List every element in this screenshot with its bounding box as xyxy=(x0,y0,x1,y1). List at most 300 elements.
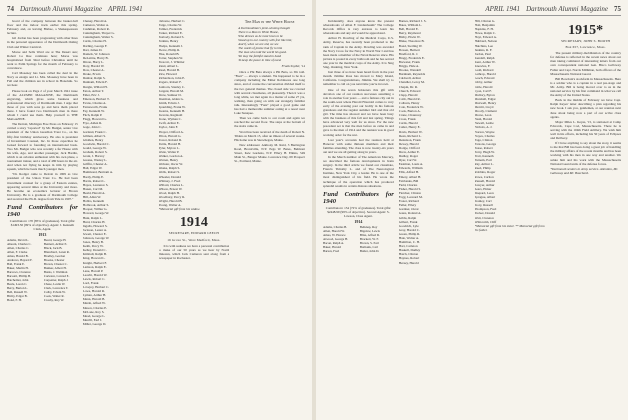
list-line: Colburn, Henry xyxy=(398,100,420,105)
left-page xyxy=(0,0,312,420)
list-line: Weeks, Ralph S. xyxy=(158,166,181,171)
list-line: Chapin, Dr. R. xyxy=(398,84,418,89)
right-col2-names xyxy=(399,19,470,265)
list-line: Young, Walter A. xyxy=(158,203,182,208)
right-col-3 xyxy=(475,19,546,419)
paragraph: Incidentally, does anyone know the present whereabouts of Allan F. Lindenbaum? The College Records Office is very anxious to learn his whereabouts and any aid would be appreciated. xyxy=(323,19,394,36)
list-line: Kendall, Ralph xyxy=(474,55,495,60)
list-line: Gates, Roland A. xyxy=(398,211,422,216)
list-line: Hersey, Harold xyxy=(398,260,419,265)
list-line: Fay, Kenneth W. xyxy=(82,109,105,114)
list-line: Hayes, Laurence S. xyxy=(82,182,109,187)
list-line: Hazen, Carl M. xyxy=(82,186,104,191)
list-line: Bond, Sterling W. xyxy=(398,43,423,48)
list-line: Phelps, Kenneth J. xyxy=(158,43,184,48)
list-line: Gage, John C. xyxy=(82,125,102,130)
list-line: Dunham, Edwin F. xyxy=(82,80,108,85)
list-line: Hutchins, Lee xyxy=(474,43,493,48)
list-line: Beard, George H. xyxy=(43,238,67,243)
paragraph: The present military-mobilization of the country for defense is reflected in the recent news about our men taking command of interesting letters from our own correspondent national Gen. Bisco Galloway Fuller and Capt. Norris Milliman, both officers of the Massachusetts National Guard. xyxy=(550,51,621,76)
list-line: Dart, James D. xyxy=(82,47,103,52)
list-line: Wood, Ralph H. xyxy=(158,190,180,195)
list-line: Wilson, Ernest W. xyxy=(158,186,183,191)
paragraph: Once a Phi Beta always a Phi Beta, so I'm told. "Fuzz" — always a student. We happened to be in a company including the Elmer Robinsons one long since, and of course the conversation divided itself to the two general themes. The closed side we covered with several classmates, all pleasantly. Then it was a long while, we met again in a matter of some 27 yrs, walking, then going on with our strangely familiar talk. Interestingly "Fuzz" played a good game and has had a memorable summer outing at a resort near Lake Sunapee. xyxy=(234,70,305,116)
list-line: Taylor, John F. xyxy=(158,125,179,130)
list-line: Grant, J. Harvey xyxy=(82,154,105,159)
list-line: Wright, Harold B. xyxy=(158,199,183,204)
list-line: Bacon, Ralph A. xyxy=(323,241,345,246)
right-class-secretary: SECRETARY, JOHN S. BOOTH xyxy=(561,39,611,43)
list-line: Pike, Ronald B. xyxy=(158,51,180,56)
list-line: Hatch, Clinton xyxy=(398,252,419,257)
list-line: Barrows, Clarence xyxy=(7,270,31,275)
paragraph: Back in the middle of February we have Capt. Ralph Keyes' letter describing a plan regarding his new book. I ask you, gentlemen, at our reunion next June about being now a part of our active class agents. xyxy=(550,98,621,119)
list-line: Potter, Stephen W. xyxy=(158,55,183,60)
list-line: Whitney, J. Fred xyxy=(158,178,181,183)
left-col-4 xyxy=(234,19,305,419)
list-line: Leavitt, Harold W. xyxy=(82,272,108,277)
list-line: Norton, Wayne xyxy=(474,129,495,134)
list-line: Hall, Edgar W. xyxy=(82,166,103,171)
list-line: Bixby, Elwin W. xyxy=(398,35,421,40)
list-line: McLane, Roy S. xyxy=(82,309,105,314)
list-line: Bell, Russell W. xyxy=(7,290,28,295)
list-line: There is a Man in White House, xyxy=(238,30,279,35)
list-line: Knight, Herbert F. xyxy=(82,260,107,265)
list-line: Hurd, Charles H. xyxy=(82,219,106,224)
list-line: Ball, Frank E. xyxy=(7,262,25,267)
list-line: Warren, Henry xyxy=(158,158,179,163)
list-line: Nash, Harold xyxy=(474,117,493,122)
list-line: Graham, Robert S. xyxy=(82,150,108,154)
list-line: Mallory, Byron xyxy=(474,92,495,97)
list-line: Webster, Oscar W. xyxy=(158,162,183,167)
list-line: Brewster, Frank xyxy=(398,59,420,64)
list-line: Wheeler, Donald xyxy=(158,174,181,179)
left-page-number: 74 xyxy=(7,5,14,13)
right-columns xyxy=(323,19,621,419)
list-line: Lord, Frank xyxy=(82,281,99,285)
list-line: Burns, J. Waltman xyxy=(43,270,68,275)
list-line: Flagg, Howard G. xyxy=(82,117,107,122)
paragraph: Bill Bowdoin's stockfarm in Massachusetts. Here is a soldier who is a captain in a real pre-stage and Mr. Army. Bill is being moved over to us in the national service by his first command in what we call the Army of the United States. xyxy=(550,76,621,98)
list-line: Jackson, Lester A. xyxy=(82,227,107,232)
list-line: Mead, George L. xyxy=(82,313,106,318)
list-line: Bigelow, Lewis xyxy=(359,229,380,234)
list-line: Tucker, Donald xyxy=(474,211,495,216)
list-line: Brackett, W. F. xyxy=(359,237,379,242)
class-year-heading: 1914 xyxy=(179,215,208,231)
list-line: Gould, George W. xyxy=(82,145,107,150)
list-line: Chase, Leslie W. xyxy=(43,282,66,287)
list-line: Beale, Loren C. xyxy=(7,282,28,287)
list-line: Little, Harold xyxy=(474,84,493,89)
list-line: Newell, Leslie xyxy=(474,121,494,126)
list-line: Dean, Richard L. xyxy=(398,133,422,138)
list-line: Bates, William L. xyxy=(398,23,422,28)
list-line: Howard, George W. xyxy=(82,211,110,216)
left-col-2 xyxy=(83,19,154,419)
list-line: Page, Clinton xyxy=(474,137,493,142)
list-line: Green, Philip R. xyxy=(398,231,421,236)
list-line: Cameron, Walter A. xyxy=(82,23,109,28)
list-line: Clark, Lawrence T. xyxy=(43,286,69,291)
paragraph: It is with sadness we have a personal contribution to make of our 50 years as we hear by North Dakotan, which Jack Cameron sent along from a newspaper in Rochester. xyxy=(158,243,230,260)
left-col3-paras xyxy=(159,244,230,260)
list-line: Sherman, Alden G. xyxy=(158,96,184,101)
poem-body xyxy=(238,26,305,62)
list-line: Dennison, Frank xyxy=(398,137,421,142)
list-line: Goodwin, Harold C. xyxy=(82,141,110,146)
list-line: Brooks, Chester xyxy=(43,258,65,263)
list-line: Jones, Henry B. xyxy=(82,240,104,245)
list-line: Johnson, George W. xyxy=(82,235,110,240)
list-line: Paige, Charles W. xyxy=(158,23,182,28)
list-line: Cook, Burton A. xyxy=(398,109,421,114)
list-line: Bowen, Herbert xyxy=(398,47,420,52)
paragraph: Word has been received of the death of Robert N. Tilden on March 15, after an illness of several weeks. His home was in Skowhegan, Maine. xyxy=(234,129,305,142)
list-line: Russell, Harold xyxy=(474,178,496,183)
list-line: Marshall, Edgar xyxy=(474,96,496,101)
list-line: To keep the peace in time of need. xyxy=(238,58,282,63)
list-line: Elder, Eric J. xyxy=(82,92,100,97)
list-line: Emery, Albert H. xyxy=(398,174,422,179)
list-line: Adams, David L. xyxy=(7,238,29,243)
list-line: DeLaittre, Harry B. xyxy=(82,55,109,60)
left-col1-paras xyxy=(7,19,78,201)
list-line: Caldwell, Arthur xyxy=(398,76,421,81)
list-line: Goodrich, Lyle xyxy=(398,223,419,228)
right-col-2 xyxy=(399,19,470,419)
list-line: Cobb, Harold R. xyxy=(398,96,421,101)
list-line: Butler, John D. xyxy=(359,249,380,254)
list-line: Dudley, Roger xyxy=(398,154,418,159)
list-line: Gibbs, Ralph xyxy=(398,215,417,220)
list-line: Cutler, Henry E. xyxy=(398,125,421,130)
list-line: Ames, W. Horace xyxy=(323,233,346,238)
list-line: Palmer, Frederick xyxy=(158,27,182,32)
list-line: Glidden, Henry xyxy=(82,137,104,142)
list-line: Blanchard, Laren R. xyxy=(43,250,70,255)
left-col4-paras xyxy=(234,70,305,163)
list-line: Peabody, Roland S. xyxy=(158,35,185,40)
list-line: Reed, Philip xyxy=(474,166,491,171)
list-line: Rogers, Robert F. xyxy=(158,80,182,85)
paragraph: Last year's accounts had the reunion held at Hanover with some thirteen members and their families attending. The class is now twenty-six years out and we are all getting along in years. xyxy=(323,137,394,154)
right-fund-year: 1914 xyxy=(354,219,363,225)
list-line: Pierce, Philip R. xyxy=(158,47,181,52)
list-line: Sanborn, Stanley C. xyxy=(158,84,185,89)
list-line: Stanley, Carl xyxy=(474,199,492,204)
list-line: Sargent, Harold M. xyxy=(158,88,184,93)
list-line: Bradford, R. J. xyxy=(398,51,419,56)
list-line: Keith, Percy W. xyxy=(82,244,104,249)
list-line: Daniels, W. Johnson xyxy=(82,51,110,56)
right-page-number: 75 xyxy=(614,5,621,13)
list-line: Edwards, William xyxy=(398,166,423,171)
list-line: Story, Russell xyxy=(474,203,493,208)
paragraph: board of the company between the basket-ball floor and the indoor track earlier this spring. February and, on leaving Bisbee, a Shakespearean lecture. xyxy=(7,19,78,36)
list-line: Rice, Howard xyxy=(158,72,177,77)
list-line: Burbank, Carl xyxy=(359,245,378,250)
paragraph: Please look on Page 2 of your March 1941 issue of the ALUMNI MAGAZINE, the Dartmouth engraving, which gives some business and professional directory of Dartmouth men. I urge that those of you with sons go and have them placed there. I have found two Dartmouth men in there whom I could use them. Help yourself to THE MAGAZINE. xyxy=(7,88,78,122)
list-line: Church, Edward xyxy=(398,88,421,93)
list-line: Tower, Roland D. xyxy=(158,137,182,142)
list-line: Curtis, Charles H. xyxy=(82,39,107,44)
list-line: Kelley, Donald C. xyxy=(82,248,107,253)
list-line: Durgin, Willard H. xyxy=(82,84,108,89)
paragraph: Gil Jordan has been progressing with other lines in the personal appearance of the Dartmouth Outing Club and Winter Carnival. xyxy=(7,36,78,49)
list-line: Atwood, George H. xyxy=(323,237,349,242)
list-line: Dewey, Harold xyxy=(398,141,419,146)
list-line: Bunker, Albert H. xyxy=(43,266,67,271)
list-line: Berry, Burton L. xyxy=(7,286,29,291)
list-line: Sprague, Albert xyxy=(474,195,496,200)
list-line: Hammond, Bertram A. xyxy=(82,170,113,175)
paragraph: Morse and Sells Ward are at The Desert sun; Robert La Rue continues here; Morse was hospitalized from 32nd before Christmas until he went to Palm Springs for the month of February to convalesce. xyxy=(7,49,78,71)
list-line: Wells, Robert S. xyxy=(158,170,181,175)
list-line: Evans, Charles A. xyxy=(82,100,107,105)
list-line: Allen, Charles C. xyxy=(7,246,30,251)
right-running-title: Dartmouth Alumni Magazine xyxy=(526,5,608,13)
left-col3-names xyxy=(159,19,230,207)
list-line: Lyman, Arthur H. xyxy=(82,293,107,298)
list-line: Tilton, Harold G. xyxy=(158,133,182,138)
list-line: Barnes, Richard J. S. xyxy=(398,19,427,23)
fund-names-col-a xyxy=(7,238,41,302)
right-col4-note: *Dartmouth seniors in Army service. Attention, Mr. Gallaway and Mr. Bouchard. xyxy=(550,166,618,175)
list-line: Bragg, Frederick E. xyxy=(398,55,425,60)
list-line: Ladd, Richard xyxy=(474,68,494,73)
list-line: Stone, Wyman C. xyxy=(158,117,182,122)
list-line: Heald, Harold A. xyxy=(82,190,106,195)
list-line: Hubbard, Nelson xyxy=(474,39,498,44)
list-line: Lathrop, Harold xyxy=(474,72,496,77)
list-line: Burnham, Reynolds xyxy=(398,72,426,77)
list-line: Garland, Frank C. xyxy=(82,129,107,134)
list-line: Jenkins, R. F. xyxy=(474,47,493,52)
list-line: Stood up in our country with feet like him; xyxy=(238,38,293,43)
list-line: Cunningham, Thayer G. xyxy=(82,31,115,36)
list-line: Kent, Arthur W. xyxy=(474,59,496,64)
list-line: Hill, Allan W. xyxy=(82,195,102,200)
list-line: Field, Charles xyxy=(398,182,418,187)
list-line: Lane, Harold P. xyxy=(82,268,104,273)
list-line: Dunbar, Ralph S. xyxy=(82,76,106,81)
list-line: Hunt, Ralph L. xyxy=(82,215,103,220)
list-line: Sawyer, Arthur xyxy=(474,182,495,187)
list-line: Andrews, Bayard F. xyxy=(7,258,33,263)
list-line: Lyon, Carl F. xyxy=(474,88,492,93)
list-line: Briggs, Hale A. xyxy=(398,64,420,69)
paragraph: In the March number of The American Mercury, we described the famous developments in brain surgery. In the third article we found our classmate, Francis Timothy L. and of The Neurological Institute, New York City, a leader. He is one of the most distinguished of his field. He wrote the technique of the operation which has produced splendid results in certain distress situations. xyxy=(323,155,394,188)
list-line: Fogg, Leonard M. xyxy=(398,195,423,200)
poem-signature: Frank Snyder, '14 xyxy=(281,64,305,69)
list-line: Haskell, Dudley xyxy=(398,248,421,253)
list-line: Moody, Clement xyxy=(474,109,497,114)
list-line: Fisher, Harold S. xyxy=(398,186,422,191)
paragraph: "Dr. Rodger came to Detroit in 1909 as vice president of the Union Trust Co. He had been investment counsel for a group of Eastern estates, appearing several times at the University and more. He became an economics lecturer at Brown University. He is a graduate of Dartmouth College and received the Ph.D. degree from Yale in 1907." xyxy=(7,172,78,201)
list-line: Wade, Walter P. xyxy=(158,150,180,154)
list-line: Gray, Harold C. xyxy=(398,227,420,232)
list-line: Brooks, Wendell xyxy=(398,68,421,73)
list-line: Tuttle, Harold H. xyxy=(158,141,182,146)
list-line: King, Howard L. xyxy=(82,256,106,261)
poem-title: The Man in the White House xyxy=(244,19,295,24)
list-line: Wait, Clarence xyxy=(474,215,495,220)
paragraph: If I have anything to say about the story, it seems to me that Bill has been doing a great job of handling the military affairs of the recent months and has been working with his men in one way and another. We salute him and his work with the Massachusetts National Guard units of the defense forces. xyxy=(550,141,621,166)
paragraph: Just three of us have been heard from in the past month. Jimmie Ross has moved to Mary Island, California. Congratulations, Jimmie. We shall try to remember to call on you next time you're in town. xyxy=(323,70,394,87)
list-line: Crosby, Roy W. xyxy=(43,298,65,303)
left-col-1 xyxy=(7,19,78,419)
list-line: Greene, Wesley L. xyxy=(82,158,108,163)
right-class-year-heading: 1915* xyxy=(568,23,604,38)
list-line: Fletcher, Clinton xyxy=(398,190,421,195)
list-line: Lowe, Harold R. xyxy=(82,289,105,294)
paragraph: New addresses: Anthony M. Reid, 3 Barrington Road, Bronxville, N.Y. Pegs W. Bates, Belmont Street, Kew Gardens, N.Y. Ellery H. Elkins, 549 Main St., Bangor Maine. Lawrence Day, 69 Prospect St., Portland, Maine. xyxy=(234,142,305,164)
list-line: Kimball, Ralph B. xyxy=(82,252,107,257)
list-line: And if, when we are old, we see xyxy=(238,42,279,47)
list-line: Thayer, Clifford A. xyxy=(158,129,184,134)
list-line: Griffin, Chester A. xyxy=(82,162,108,167)
fund-names xyxy=(7,238,78,302)
list-line: Bond, F. H. xyxy=(7,298,22,303)
list-line: Ahearn, Charles C. xyxy=(7,242,32,247)
left-issue: APRIL 1941 xyxy=(107,5,143,13)
list-line: Clapp, Harold xyxy=(398,92,418,97)
list-line: Lovejoy, Herbert C. xyxy=(82,285,110,290)
list-line: Bell, Harold E. xyxy=(398,27,419,32)
list-line: Cook, Walter R. xyxy=(43,294,65,299)
list-line: Ames, Harold B. xyxy=(7,254,29,259)
left-running-head xyxy=(7,5,305,16)
right-col-4 xyxy=(550,19,621,419)
left-col2-names xyxy=(83,19,154,326)
list-line: Crane, Chauncey xyxy=(398,113,422,118)
list-line: Gilbert, Frank xyxy=(398,219,418,224)
left-col-3 xyxy=(159,19,230,419)
list-line: Whitcomb, Cliff xyxy=(474,219,497,224)
list-line: Emerson, Herbert T. xyxy=(82,96,110,101)
paragraph: Arthur H. Dowling of the Medical Corps, U.S. Army, Reserve, has recently been promoted to the rank of Captain in the Army. Dowling was awarded the Navy Cross for the Navy in World War I and has been made a member of the Naval Reserve since. His picture is posted in every ballroom and he has served one year in the medical corps of the Army. It is Sing Sing, Ossining, New York. xyxy=(323,36,394,70)
paragraph: One of the seven bolsterers this gift with devotion one of our reunion successes assuming a role in another four years — and a famous city out in the south-west where Harold Fitzerald comes to very early of the evening past our bodily in his famous grandsons and the regular summer bird and that old girl. The time has showed and we have been busy with the business of this fall and last spring. Things have advanced very well for us since. For the new precedent set is that the men before us came in and gave to the men of 1914 and the reunion was in good working order for the rest. xyxy=(323,87,394,137)
list-line: Fitch, Ralph P. xyxy=(82,113,103,118)
list-line: Bixby, Edgar B. xyxy=(7,294,28,299)
list-line: Blake, Theodore B. xyxy=(398,39,425,44)
list-line: Morse, Leon xyxy=(474,113,492,118)
list-line: Darling, George F. xyxy=(82,43,108,48)
list-line: Richardson, John E. xyxy=(158,76,186,81)
list-line: Parker, Richard E. xyxy=(158,31,183,36)
list-line: Maxwell, Henry xyxy=(474,100,497,105)
list-line: Knowles, F. xyxy=(474,64,491,69)
list-line: Barton, Fred xyxy=(323,249,340,254)
list-line: Dyer, Carl W. xyxy=(398,158,417,163)
list-line: Lewis, Robert C. xyxy=(82,276,106,281)
right-fund-head: Fund Contributors for 1940 xyxy=(323,190,394,205)
list-line: Hopkins, F. H. xyxy=(474,27,494,32)
paragraph: Carl Moseney has been called the deal in the Navy as ensign and Lt. Mrs. Moseney have been in Fall and the children are in school in Honolulu. So we hear. xyxy=(7,71,78,88)
list-line: Perkins, Henry xyxy=(158,39,179,44)
list-line: Prescott, J. Whittier xyxy=(158,59,185,64)
right-fund-sub: Contributors: 154 (72% of graduates). Total gifts: $2448.99 (99% of objective). Second Agent: S. Lawson, Class Agent. xyxy=(325,205,392,218)
list-line: Brown, Chester C. xyxy=(43,262,68,267)
list-line: Dodge, Clifford xyxy=(398,145,420,150)
list-line: Pratt, Kenneth xyxy=(474,154,494,159)
list-line: Woodbury, Percy R. xyxy=(158,195,186,200)
list-line: Nichols, A. J. xyxy=(474,125,493,130)
fund-contributors-sub: Contributors: 170 (85% of graduates). Total gifts: $1493.50 (99% of objective). Agent: J. Kenneth Clark, Agent. xyxy=(9,219,76,232)
right-col4-paras xyxy=(550,51,621,166)
list-line: Libby, Arthur xyxy=(474,80,493,85)
right-col-1 xyxy=(323,19,394,419)
left-running-title: Dartmouth Alumni Magazine xyxy=(20,5,102,13)
right-fund-names-col-b xyxy=(360,225,394,253)
list-line: Hooper, Wilbur G. xyxy=(82,207,108,212)
list-line: Eastman, Louis A. xyxy=(398,162,424,167)
list-line: Bliss, Alfred D. xyxy=(359,233,380,238)
right-memorial-note: *Memorial gift from his sister. ** Memorial gift from his father. xyxy=(474,223,545,232)
right-fund-names-col-a xyxy=(323,225,357,253)
list-line: Yet may the faithful stand in hand xyxy=(238,54,281,59)
list-line: Perry, Hugh W. xyxy=(474,150,495,154)
list-line: Thompson, Fred xyxy=(474,207,497,212)
list-line: Gilman, Albert S. xyxy=(82,133,107,138)
list-line: Barsotti, Phillip B. xyxy=(7,274,31,279)
list-line: Farnsworth, Frank xyxy=(82,104,108,109)
list-line: Willard, Charles L. xyxy=(158,182,184,187)
fund-year: 1913 xyxy=(38,232,47,238)
list-line: Allen, F. Clarke xyxy=(7,250,28,255)
list-line: Noyes, Charles xyxy=(474,133,495,138)
list-line: Read, Harold B. xyxy=(158,68,180,73)
right-issue: APRIL 1941 xyxy=(485,5,521,13)
list-line: Foster, Richard xyxy=(398,199,419,204)
list-line: Holt, Benjamin xyxy=(474,23,495,28)
list-line: Hardy, Philip E. xyxy=(82,174,104,179)
left-columns xyxy=(7,19,305,419)
list-line: Adams, Charles B. xyxy=(323,225,348,230)
list-line: Ingalls, Howard S. xyxy=(82,223,108,228)
list-line: Tyler, Myron L. xyxy=(158,145,180,150)
paragraph: The Detroit, Michigan Free Press on February 15 carried a story "reported" by Mr. Budget, senior vice president of the Union Guardian Trust Co., on his fifty-first birthday anniversary. He also is president of Investment Counsel, Inc. In those capacities he looked forward to founding an international basis. Two Mr. Budget who was recently a fur House with his wife, Age, and another passenger, Jack Hardin, which is an aviation enthusiast with his own plane, a tournament trainer, and a total of 480 hours in the air. And when not flying he keeps in trim by playing squash, which he beats much younger men. xyxy=(7,122,78,172)
list-line: Davis, Herbert W. xyxy=(398,129,423,134)
list-line: Marsh, Alfred W. xyxy=(82,301,106,306)
list-line: Batchelder, John xyxy=(7,278,29,283)
list-line: Brown, S. Earl xyxy=(359,241,379,246)
memorial-note: *Memorial gift from his widow. xyxy=(158,207,200,212)
list-line: Parsons, George xyxy=(474,141,497,146)
list-line: Curtis, Harold xyxy=(398,121,418,126)
list-line: Walker, Gordon A. xyxy=(158,154,184,159)
list-line: Drew, Arthur E. xyxy=(398,150,420,154)
list-line: Carleton, Conrad E. xyxy=(43,274,70,279)
fund-names-col-b xyxy=(44,238,78,302)
list-line: Jordan, Paul xyxy=(474,51,491,56)
list-line: Hoyt, Edward A. xyxy=(474,35,497,40)
right-fund-names xyxy=(323,225,394,253)
list-line: Baker, Harold xyxy=(323,245,341,250)
list-line: Haynes, Robert xyxy=(398,256,420,261)
paragraph: Then we came back to our room and again we reached the second floor. The steps at the bottom of the stairs came in. xyxy=(234,116,305,129)
list-line: Shepard, Leon xyxy=(474,190,494,195)
list-line: Ray, Arthur L. xyxy=(474,162,494,167)
list-line: Fairbanks, Bill xyxy=(398,178,419,183)
list-line: Cunningham, Walter S. xyxy=(82,35,114,40)
list-line: Eaton, Arthur T. xyxy=(82,88,105,93)
list-line: Carpenter, Ralph J. xyxy=(43,278,69,283)
list-line: Sears, Elmer xyxy=(474,186,492,191)
